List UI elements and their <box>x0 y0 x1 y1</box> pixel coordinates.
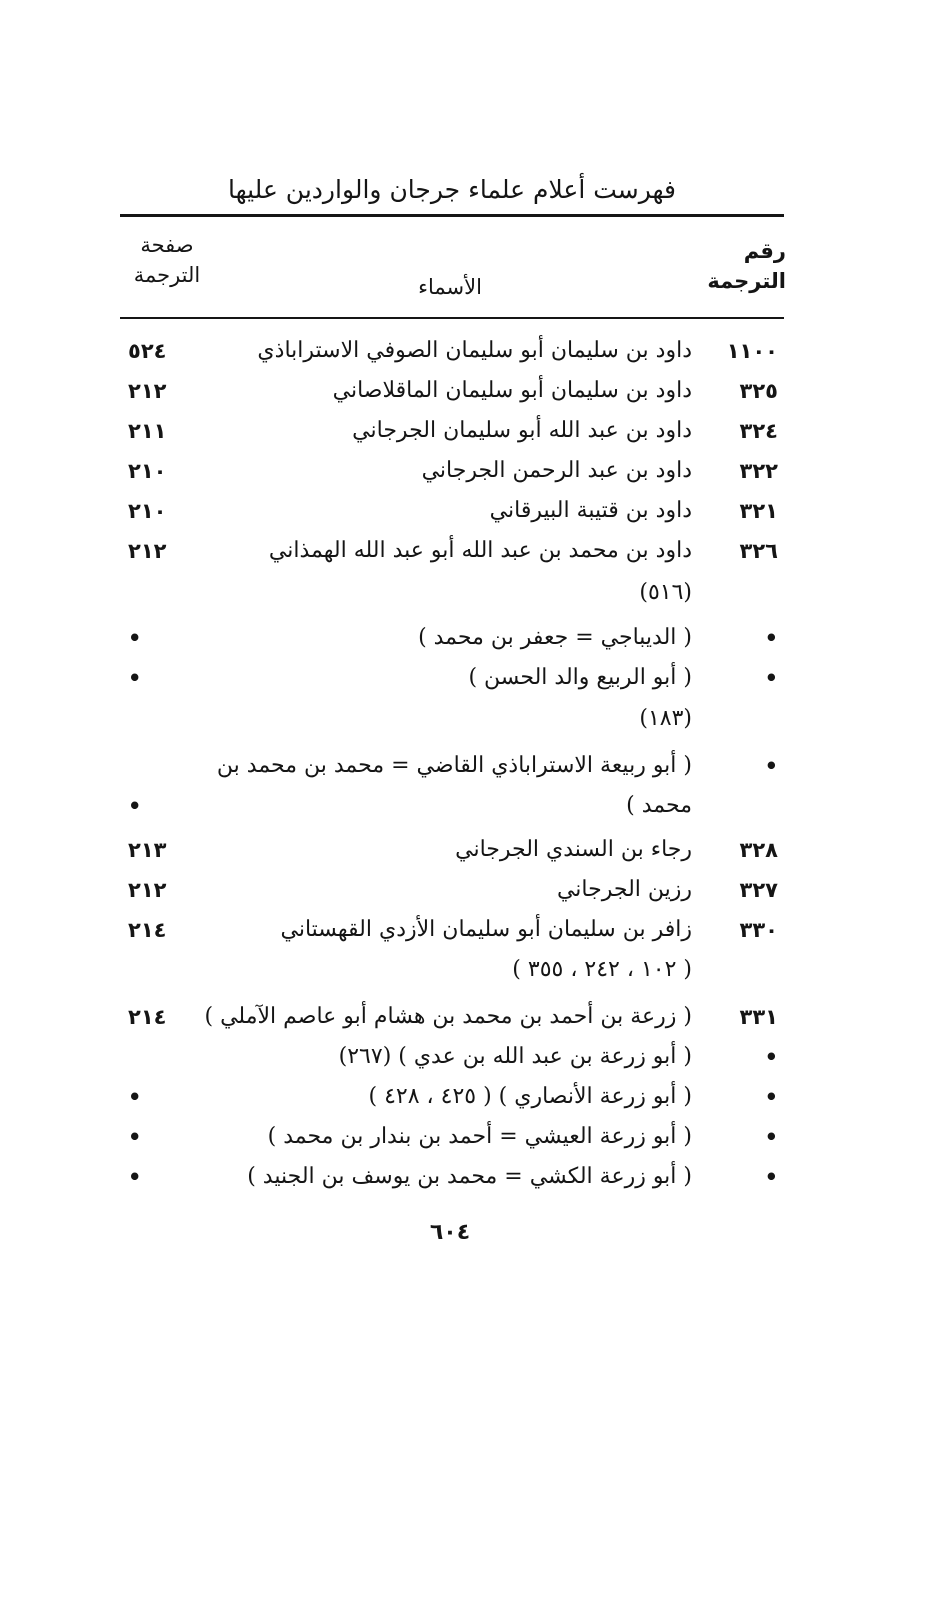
header-number-line1: رقم <box>743 239 786 263</box>
top-rule <box>120 214 784 217</box>
entry-number: ٣٢٥ <box>739 379 778 403</box>
entry-name: ( زرعة بن أحمد بن محمد بن هشام أبو عاصم الآملي ) <box>204 1004 692 1029</box>
entry-page: • <box>128 1165 142 1189</box>
header-number-line2: الترجمة <box>707 269 786 293</box>
index-row <box>120 331 784 371</box>
entry-page: ٢١٢ <box>128 379 167 403</box>
entry-number: ٣٢٤ <box>739 419 778 443</box>
entry-page: ٢١٢ <box>128 539 167 563</box>
index-row <box>120 699 784 739</box>
entry-name: رزين الجرجاني <box>556 877 692 902</box>
entry-name: ( أبو زرعة بن عبد الله بن عدي ) (٢٦٧) <box>338 1044 692 1069</box>
entry-number: ٣٢٧ <box>739 878 778 902</box>
index-row <box>120 658 784 698</box>
entry-number: ٣٢٢ <box>739 459 778 483</box>
entry-number: ٣٣١ <box>739 1005 778 1029</box>
entry-number: • <box>764 1125 778 1149</box>
entry-name: داود بن سليمان أبو سليمان الصوفي الاستراباذي <box>257 338 692 363</box>
entry-name: ( الديباجي = جعفر بن محمد ) <box>418 625 692 650</box>
page-number: ٦٠٤ <box>429 1220 471 1245</box>
entry-name: ( أبو زرعة العيشي = أحمد بن بندار بن محمد ) <box>267 1124 692 1149</box>
entry-name: (٥١٦) <box>639 580 692 605</box>
entry-page: • <box>128 626 142 650</box>
entry-page: ٢١١ <box>128 419 167 443</box>
entry-name: محمد ) <box>626 793 692 818</box>
index-row <box>120 746 784 786</box>
index-row <box>120 371 784 411</box>
entry-number: ٣٢٦ <box>739 539 778 563</box>
entry-page: ٢١٤ <box>128 1005 167 1029</box>
entry-number: ٣٢١ <box>739 499 778 523</box>
entry-number: • <box>764 1045 778 1069</box>
entry-name: زافر بن سليمان أبو سليمان الأزدي القهستاني <box>280 917 692 942</box>
entry-name: داود بن عبد الرحمن الجرجاني <box>421 458 692 483</box>
entry-number: • <box>764 754 778 778</box>
entry-number: • <box>764 1085 778 1109</box>
entry-name: رجاء بن السندي الجرجاني <box>455 837 692 862</box>
index-row <box>120 573 784 613</box>
header-page-line1: صفحة <box>140 233 194 257</box>
entry-page: ٥٢٤ <box>128 339 167 363</box>
index-row <box>120 786 784 826</box>
entry-page: • <box>128 794 142 818</box>
header-number <box>707 236 786 296</box>
index-row <box>120 1117 784 1157</box>
index-row <box>120 531 784 571</box>
entry-page: • <box>128 1125 142 1149</box>
entry-page: ٢١٠ <box>128 499 167 523</box>
entry-number: • <box>764 626 778 650</box>
entry-number: ٣٢٨ <box>739 838 778 862</box>
entry-name: ( أبو ربيعة الاستراباذي القاضي = محمد بن محمد بن <box>216 753 692 778</box>
index-row <box>120 618 784 658</box>
entry-page: ٢١٠ <box>128 459 167 483</box>
entry-number: • <box>764 666 778 690</box>
index-row <box>120 830 784 870</box>
index-row <box>120 1077 784 1117</box>
entry-page: • <box>128 1085 142 1109</box>
entry-page: ٢١٤ <box>128 918 167 942</box>
entry-page: ٢١٣ <box>128 838 167 862</box>
index-row <box>120 950 784 990</box>
entry-name: ( ١٠٢ ، ٢٤٢ ، ٣٥٥ ) <box>512 957 692 982</box>
header-rule <box>120 317 784 319</box>
index-row <box>120 870 784 910</box>
entry-name: داود بن عبد الله أبو سليمان الجرجاني <box>352 418 692 443</box>
header-page-line2: الترجمة <box>133 263 201 287</box>
entry-number: ١١٠٠ <box>726 339 778 363</box>
entry-number: • <box>764 1165 778 1189</box>
index-row <box>120 1037 784 1077</box>
entry-name: (١٨٣) <box>639 706 692 731</box>
index-row <box>120 411 784 451</box>
index-row <box>120 451 784 491</box>
entry-name: ( أبو الربيع والد الحسن ) <box>468 665 692 690</box>
entry-name: ( أبو زرعة الأنصاري ) ( ٤٢٥ ، ٤٢٨ ) <box>368 1084 692 1109</box>
entry-name: ( أبو زرعة الكشي = محمد بن يوسف بن الجنيد ) <box>247 1164 692 1189</box>
entry-page: ٢١٢ <box>128 878 167 902</box>
page-title: فهرست أعلام علماء جرجان والواردين عليها <box>227 175 677 204</box>
index-row <box>120 491 784 531</box>
header-names: الأسماء <box>418 275 482 299</box>
entry-page: • <box>128 666 142 690</box>
entry-name: داود بن محمد بن عبد الله أبو عبد الله الهمذاني <box>268 538 692 563</box>
index-row <box>120 910 784 950</box>
entry-number: ٣٣٠ <box>739 918 778 942</box>
index-row <box>120 1157 784 1197</box>
entry-name: داود بن قتيبة البيرقاني <box>489 498 692 523</box>
index-row <box>120 997 784 1037</box>
entry-name: داود بن سليمان أبو سليمان الماقلاصاني <box>332 378 692 403</box>
